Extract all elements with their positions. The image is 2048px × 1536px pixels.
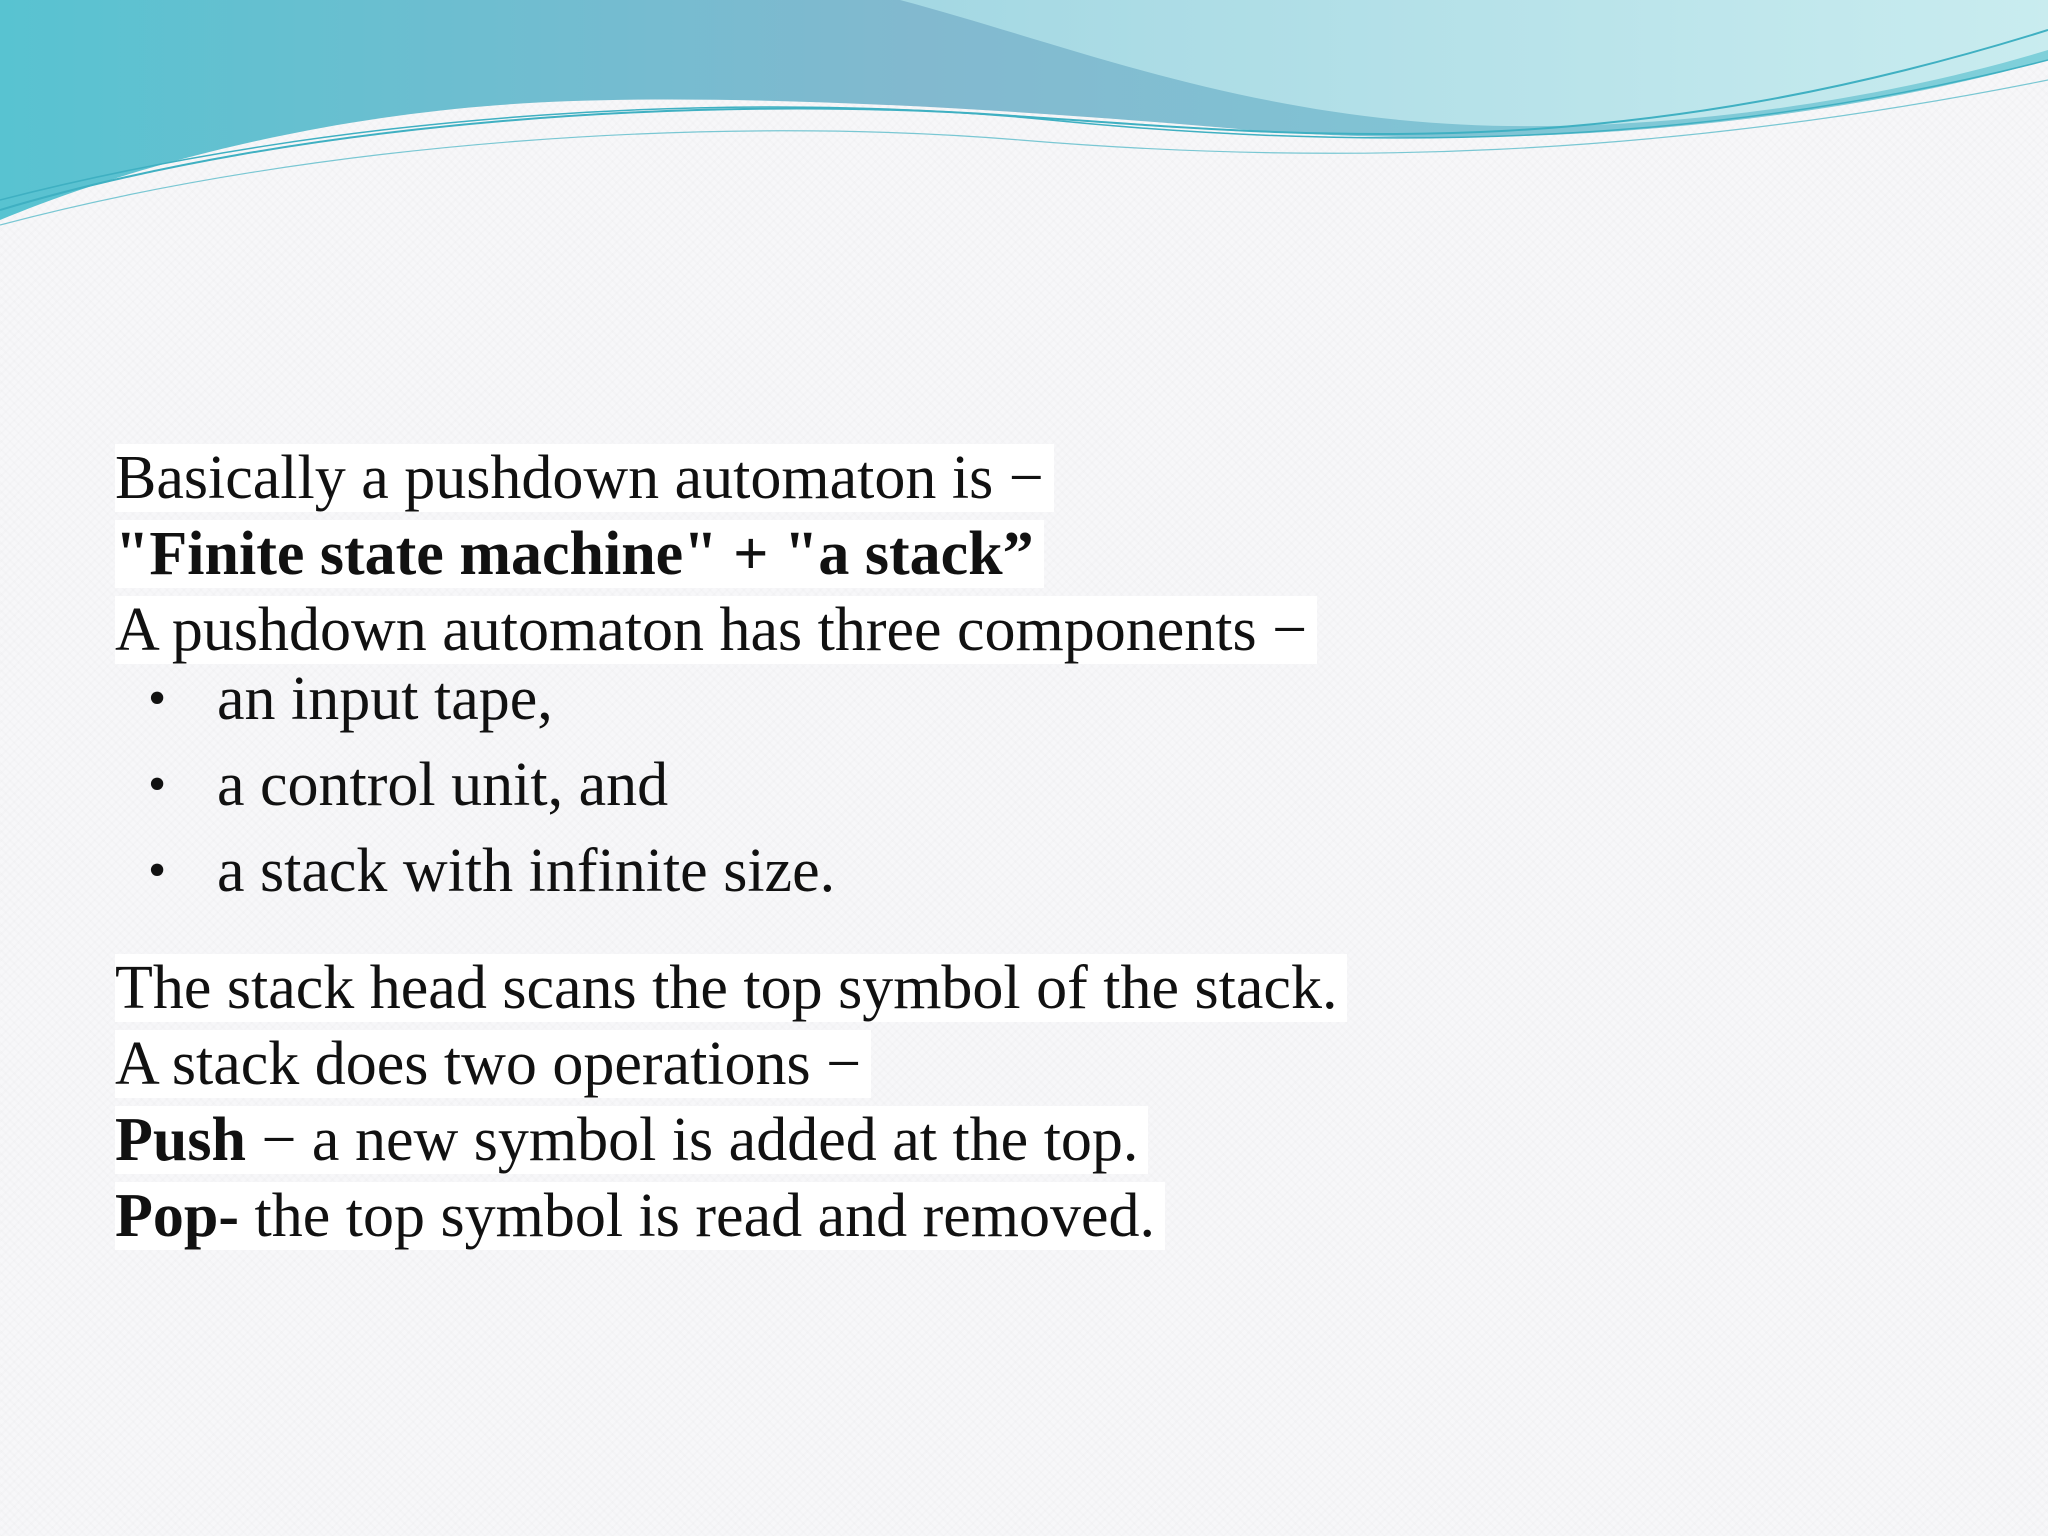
stack-desc-line-2: A stack does two operations −	[115, 1026, 1515, 1102]
pop-description: the top symbol is read and removed.	[239, 1182, 1156, 1250]
pop-operation	[115, 1178, 1515, 1254]
list-item: • a control unit, and	[115, 742, 1515, 828]
bullet-icon: •	[148, 842, 167, 899]
push-description: − a new symbol is added at the top.	[245, 1106, 1139, 1174]
components-list	[115, 656, 1515, 914]
list-item: • an input tape,	[115, 656, 1515, 742]
pop-term: Pop-	[115, 1182, 239, 1250]
stack-desc-line-1: The stack head scans the top symbol of the stack.	[115, 950, 1515, 1026]
bullet-icon: •	[148, 756, 167, 813]
header-wave-decoration	[0, 0, 2048, 240]
push-operation	[115, 1102, 1515, 1178]
intro-line-1: Basically a pushdown automaton is −	[115, 440, 1515, 516]
intro-line-2-emphasis: "Finite state machine" + "a stack”	[115, 516, 1515, 592]
list-item: • a stack with infinite size.	[115, 828, 1515, 914]
bullet-icon: •	[148, 670, 167, 727]
push-term: Push	[115, 1106, 246, 1174]
intro-line-3: A pushdown automaton has three components −	[115, 592, 1515, 668]
slide-body	[115, 440, 1515, 1254]
